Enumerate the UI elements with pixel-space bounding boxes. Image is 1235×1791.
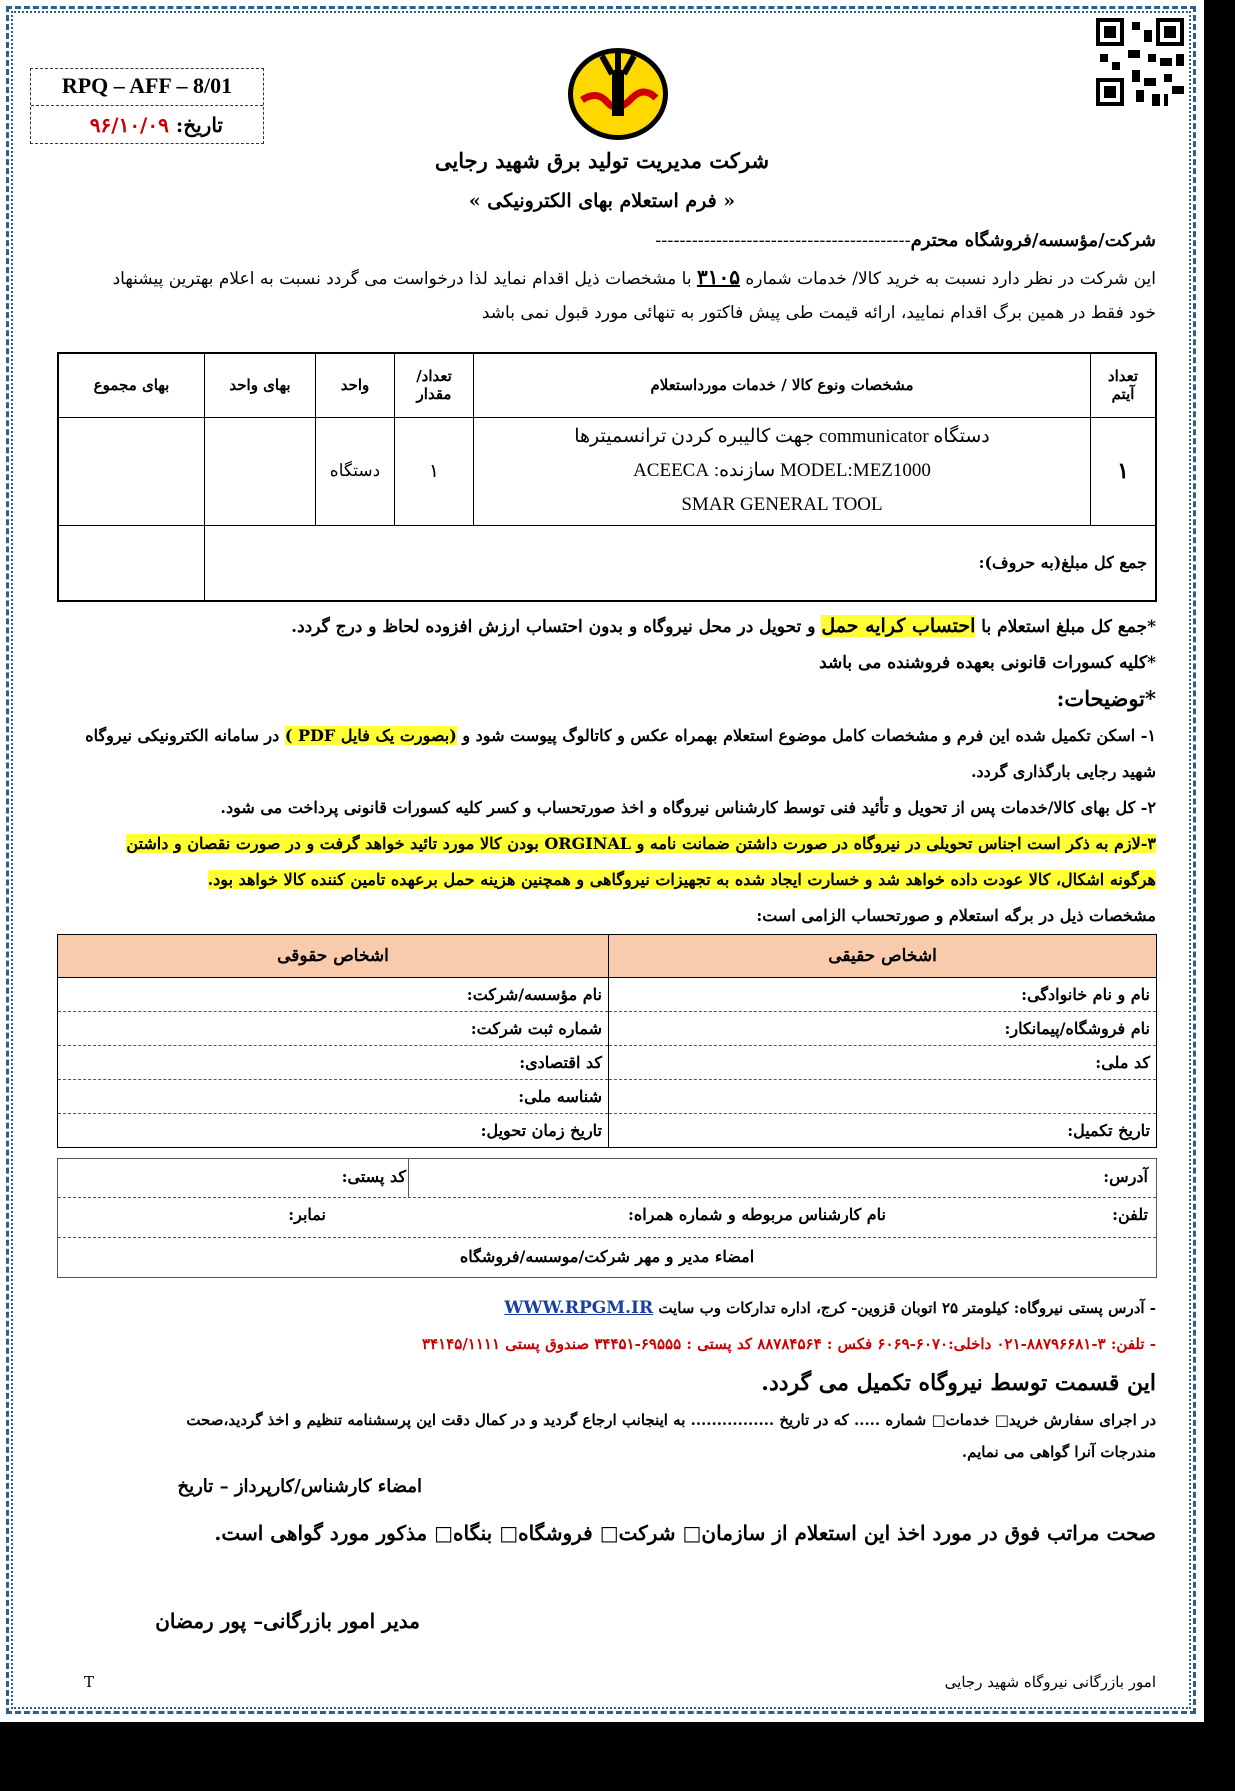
qr-code-icon	[1092, 14, 1188, 110]
note-1a: *جمع کل مبلغ استعلام با	[981, 617, 1156, 637]
plant-contact: - تلفن: ۳-۸۸۷۹۶۶۸۱-۰۲۱ داخلی:۶۰۷۰-۶۰۶۹ فکس : ۸۸۷۸۴۵۶۴ کد پستی : ۶۹۵۵۵-۳۴۴۵۱ صندوق پستی ۳۴۱۴۵/۱۱۱۱	[422, 1335, 1156, 1353]
legal-field-national-id[interactable]: شناسه ملی:	[58, 1080, 609, 1114]
company-name: شرکت مدیریت تولید برق شهید رجایی	[434, 148, 770, 173]
intro-line1a: این شرکت در نظر دارد نسبت به خرید کالا/ خدمات شماره	[745, 269, 1156, 289]
table-row	[58, 978, 1157, 1012]
salutation-text: شرکت/مؤسسه/فروشگاه محترم	[910, 230, 1156, 251]
date-value: ۹۶/۱۰/۰۹	[89, 113, 169, 137]
desc-2: ۲- کل بهای کالا/خدمات پس از تحویل و تأئید فنی توسط کارشناس نیروگاه و اخذ صورتحساب و کسر کلیه کسورات قانونی پرداخت می شود.	[220, 798, 1156, 817]
plant-section-text	[46, 1404, 1156, 1468]
desc-3b: هرگونه اشکال، کالا عودت داده خواهد شد و خسارت ایجاد شده به تجهیزات نیروگاهی و همچنین هزینه حمل برعهده تامین کننده کالا خواهد بود.	[207, 870, 1156, 889]
form-title: « فرم استعلام بهای الکترونیکی »	[468, 190, 736, 212]
table-row	[58, 1080, 1157, 1114]
desc-1	[46, 718, 1156, 754]
desc-1a: ۱- اسکن تکمیل شده این فرم و مشخصات کامل موضوع استعلام بهمراه عکس و کاتالوگ پیوست شود و	[462, 726, 1156, 745]
real-field-empty	[609, 1080, 1157, 1114]
divider	[31, 105, 263, 106]
legal-field-economic-code[interactable]: کد اقتصادی:	[58, 1046, 609, 1080]
hdr-qty1: تعداد/	[416, 367, 452, 386]
spec-line1: دستگاه communicator جهت کالیبره کردن ترانسمیترها	[574, 426, 990, 447]
postal-code-field[interactable]: کد پستی:	[341, 1167, 406, 1186]
plant-section-title: این قسمت توسط نیروگاه تکمیل می گردد.	[761, 1370, 1156, 1396]
website-link[interactable]: WWW.RPGM.IR	[504, 1298, 654, 1318]
form-code: RPQ – AFF – 8/01	[61, 73, 233, 98]
plant-info	[46, 1290, 1156, 1362]
col-spec: مشخصات ونوع کالا / خدمات مورداستعلام	[474, 353, 1091, 417]
fax-field[interactable]: نمابر:	[288, 1205, 326, 1224]
col-qty	[395, 353, 474, 417]
row-spec	[474, 417, 1091, 525]
plant-line1: در اجرای سفارش خرید□ خدمات□ شماره ..... که در تاریخ ................ به اینجانب ارجاع گردید و در کمال دقت این پرسشنامه تنظیم و اخذ گردید،صحت	[186, 1411, 1156, 1429]
manager-signature: مدیر امور بازرگانی– پور رمضان	[155, 1609, 420, 1633]
row-unit: دستگاه	[316, 417, 395, 525]
desc-1d: شهید رجایی بارگذاری گردد.	[970, 762, 1156, 781]
person-table	[57, 934, 1157, 1148]
table-row	[58, 1012, 1157, 1046]
desc-3	[46, 826, 1156, 862]
real-field-completion-date[interactable]: تاریخ تکمیل:	[609, 1114, 1157, 1148]
row-unit-price[interactable]	[205, 417, 316, 525]
hdr-count: تعداد	[1107, 367, 1139, 386]
items-table	[57, 352, 1157, 602]
legal-field-delivery-date[interactable]: تاریخ زمان تحویل:	[480, 1121, 602, 1140]
desc-1b: (بصورت یک فایل PDF )	[284, 726, 457, 745]
hdr-item: آیتم	[1111, 385, 1135, 404]
row-item: ۱	[1091, 417, 1157, 525]
person-table-header	[58, 935, 1157, 978]
legal-field-registration[interactable]: شماره ثبت شرکت:	[58, 1012, 609, 1046]
plant-address	[46, 1290, 1156, 1326]
intro-line2: خود فقط در همین برگ اقدام نمایید، ارائه قیمت طی پیش فاکتور به تنهائی مورد قبول نمی باشد	[481, 303, 1156, 323]
total-amount-field[interactable]	[58, 525, 205, 601]
spec-line3: SMAR GENERAL TOOL	[681, 494, 883, 515]
notes-heading: *توضیحات:	[1056, 686, 1156, 711]
purchase-number: ۳۱۰۵	[696, 265, 740, 289]
notes-block	[46, 608, 1156, 717]
legal-field-company[interactable]: نام مؤسسه/شرکت:	[58, 978, 609, 1012]
divider	[408, 1159, 409, 1197]
real-field-national-code[interactable]: کد ملی:	[609, 1046, 1157, 1080]
contact-box	[57, 1158, 1157, 1278]
plant-line2: مندرجات آنرا گواهی می نمایم.	[961, 1443, 1156, 1461]
col-total-price: بهای مجموع	[58, 353, 205, 417]
hdr-qty2: مقدار	[416, 385, 452, 404]
note-1	[46, 608, 1156, 645]
company-logo-icon	[562, 40, 674, 144]
descriptions-block	[46, 718, 1156, 934]
verification-text: صحت مراتب فوق در مورد اخذ این استعلام از سازمان□ شرکت□ فروشگاه□ بنگاه□ مذکور مورد گواهی است.	[214, 1521, 1156, 1545]
form-code-box	[30, 68, 264, 144]
date-label: تاریخ:	[175, 113, 223, 137]
col-unit: واحد	[316, 353, 395, 417]
plant-address-text: - آدرس پستی نیروگاه: کیلومتر ۲۵ اتوبان قزوین- کرج، اداره تدارکات وب سایت	[658, 1299, 1156, 1317]
address-field[interactable]: آدرس:	[1103, 1167, 1148, 1186]
legal-person-header: اشخاص حقوقی	[58, 935, 609, 978]
expert-signature: امضاء کارشناس/کارپرداز – تاریخ	[177, 1476, 422, 1497]
intro-paragraph	[46, 260, 1156, 330]
spec-line2: MODEL:MEZ1000 سازنده: ACEECA	[633, 460, 931, 481]
table-row	[58, 1114, 1157, 1148]
note-1c: و تحویل در محل نیروگاه و بدون احتساب ارزش افزوده لحاظ و درج گردد.	[291, 617, 816, 637]
divider	[58, 1237, 1156, 1238]
salutation-dashes: ------------------------------------------	[655, 230, 911, 251]
spec-required: مشخصات ذیل در برگه استعلام و صورتحساب الزامی است:	[756, 906, 1156, 925]
desc-3a: ۳-لازم به ذکر است اجناس تحویلی در نیروگاه در صورت داشتن ضمانت نامه و ORGINAL بودن کالا مورد تائید خواهد گرفت و در صورت نقصان و داشتن	[126, 834, 1156, 853]
table-row	[58, 1046, 1157, 1080]
desc-1c: در سامانه الکترونیکی نیروگاه	[85, 726, 280, 745]
col-item	[1091, 353, 1157, 417]
note-1b: احتساب کرایه حمل	[821, 615, 976, 637]
note-2: *کلیه کسورات قانونی بعهده فروشنده می باشد	[819, 653, 1156, 673]
divider	[58, 1197, 1156, 1198]
intro-line1b: با مشخصات ذیل اقدام نماید لذا درخواست می گردد نسبت به اعلام بهترین پیشنهاد	[112, 269, 692, 289]
signature-label: امضاء مدیر و مهر شرکت/موسسه/فروشگاه	[459, 1247, 755, 1266]
total-row	[58, 525, 1156, 601]
col-unit-price: بهای واحد	[205, 353, 316, 417]
salutation	[655, 224, 1156, 258]
form-date	[90, 113, 223, 137]
real-person-header: اشخاص حقیقی	[609, 935, 1157, 978]
desc-3-cont	[46, 862, 1156, 898]
table-header-row	[58, 353, 1156, 417]
row-total-price[interactable]	[58, 417, 205, 525]
footer-right: امور بازرگانی نیروگاه شهید رجایی	[944, 1673, 1156, 1691]
total-label: جمع کل مبلغ(به حروف):	[205, 525, 1157, 601]
real-field-store[interactable]: نام فروشگاه/پیمانکار:	[609, 1012, 1157, 1046]
expert-field[interactable]: نام کارشناس مربوطه و شماره همراه:	[628, 1205, 886, 1224]
phone-field[interactable]: تلفن:	[1112, 1205, 1148, 1224]
table-row	[58, 417, 1156, 525]
real-field-name[interactable]: نام و نام خانوادگی:	[609, 978, 1157, 1012]
footer-left: T	[84, 1673, 95, 1691]
row-qty: ۱	[395, 417, 474, 525]
